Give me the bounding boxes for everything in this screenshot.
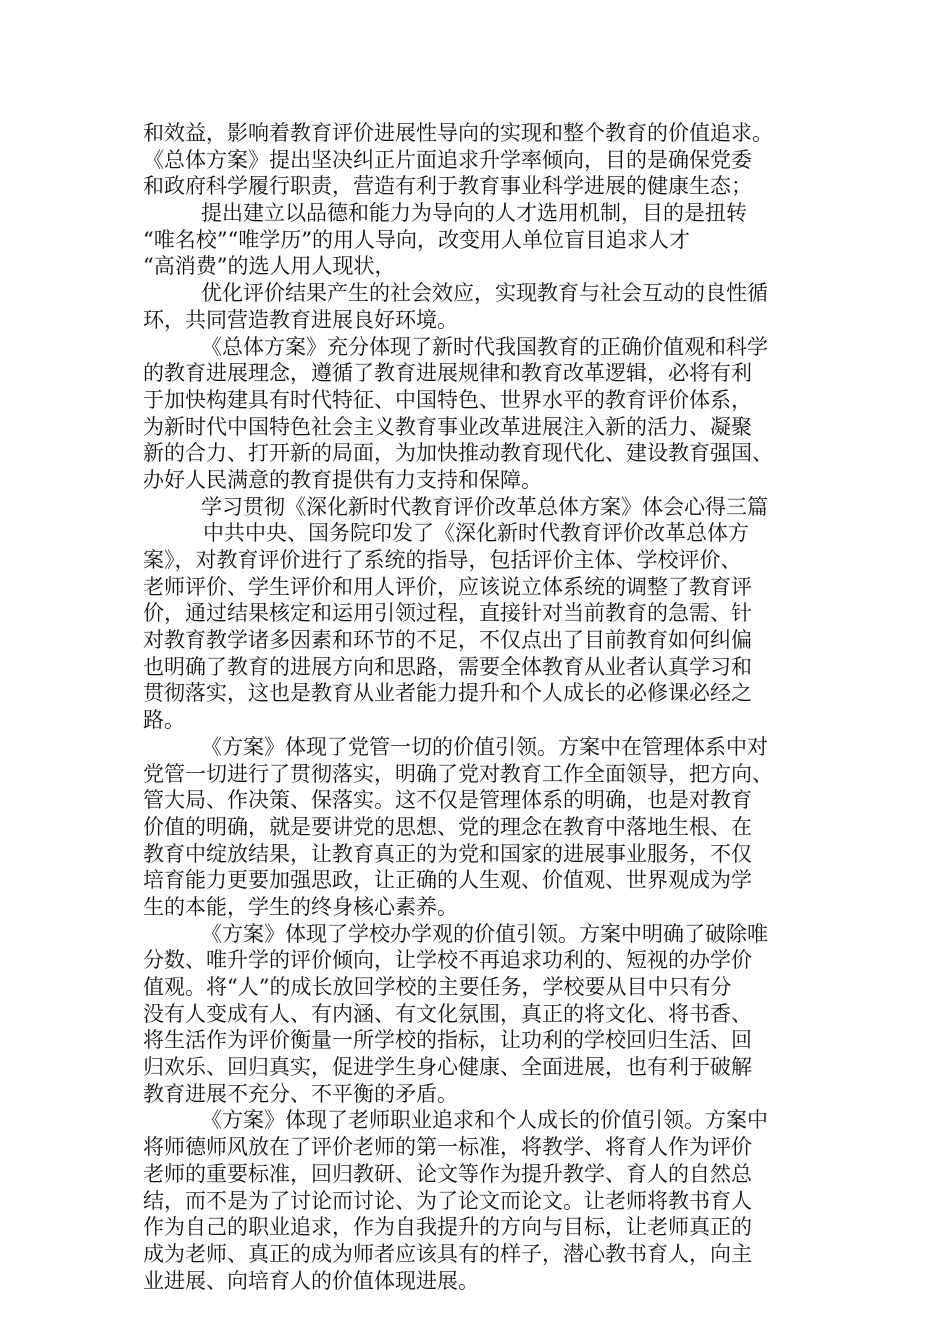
text-line: 和效益，影响着教育评价进展性导向的实现和整个教育的价值追求。 [143, 121, 773, 145]
text-line: 为新时代中国特色社会主义教育事业改革进展注入新的活力、凝聚 [143, 414, 752, 439]
text-line: 结，而不是为了讨论而讨论、为了论文而论文。让老师将教书育人 [143, 1188, 752, 1213]
document-body [143, 120, 823, 1294]
text-line: 成为老师、真正的成为师者应该具有的样子，潜心教书育人，向主 [143, 1241, 752, 1266]
text-line: 分数、唯升学的评价倾向，让学校不再追求功利的、短视的办学价 [143, 948, 752, 973]
text-line: 价，通过结果核定和运用引领过程，直接针对当前教育的急需、针 [143, 601, 752, 626]
text-line: 将师德师风放在了评价老师的第一标准，将教学、将育人作为评价 [143, 1135, 752, 1160]
paragraph-start: 《方案》体现了党管一切的价值引领。方案中在管理体系中对 [201, 734, 768, 759]
text-line: 将生活作为评价衡量一所学校的指标，让功利的学校回归生活、回 [143, 1028, 752, 1053]
text-line: 也明确了教育的进展方向和思路，需要全体教育从业者认真学习和 [143, 654, 752, 679]
text-line: “高消费”的选人用人现状， [143, 254, 396, 279]
text-line: 教育中绽放结果，让教育真正的为党和国家的进展事业服务，不仅 [143, 841, 752, 866]
text-line: 生的本能，学生的终身核心素养。 [143, 894, 458, 919]
text-line: 值观。将“人”的成长放回学校的主要任务，学校要从目中只有分 [143, 975, 732, 999]
text-line: 新的合力、打开新的局面，为加快推动教育现代化、建设教育强国、 [143, 441, 773, 466]
text-line: 教育进展不充分、不平衡的矛盾。 [143, 1081, 458, 1106]
text-line: 没有人变成有人、有内涵、有文化氛围，真正的将文化、将书香、 [143, 1001, 752, 1026]
text-line: 老师评价、学生评价和用人评价，应该说立体系统的调整了教育评 [143, 574, 752, 599]
paragraph-start: 提出建立以品德和能力为导向的人才选用机制，目的是扭转 [201, 201, 747, 226]
text-line: 业进展、向培育人的价值体现进展。 [143, 1268, 479, 1293]
text-line: 环，共同营造教育进展良好环境。 [143, 307, 458, 332]
text-line: 办好人民满意的教育提供有力支持和保障。 [143, 467, 542, 492]
text-line: 案》，对教育评价进行了系统的指导，包括评价主体、学校评价、 [143, 548, 742, 572]
paragraph-start: 《总体方案》充分体现了新时代我国教育的正确价值观和科学 [201, 334, 768, 359]
text-line: 作为自己的职业追求，作为自我提升的方向与目标，让老师真正的 [143, 1215, 752, 1240]
paragraph-start: 中共中央、国务院印发了《深化新时代教育评价改革总体方 [203, 521, 749, 546]
text-line: 对教育教学诸多因素和环节的不足，不仅点出了目前教育如何纠偏 [143, 628, 752, 653]
text-line: 贯彻落实，这也是教育从业者能力提升和个人成长的必修课必经之 [143, 681, 752, 706]
paragraph-start: 《方案》体现了学校办学观的价值引领。方案中明确了破除唯 [201, 921, 768, 946]
text-line: “唯名校”“唯学历”的用人导向，改变用人单位盲目追求人才 [143, 227, 690, 252]
text-line: 和政府科学履行职责，营造有利于教育事业科学进展的健康生态； [143, 174, 752, 199]
text-line: 价值的明确，就是要讲党的思想、党的理念在教育中落地生根、在 [143, 814, 752, 839]
text-line: 的教育进展理念，遵循了教育进展规律和教育改革逻辑，必将有利 [143, 361, 752, 386]
section-title: 学习贯彻《深化新时代教育评价改革总体方案》体会心得三篇 [201, 494, 768, 519]
text-line: 党管一切进行了贯彻落实，明确了党对教育工作全面领导，把方向、 [143, 761, 773, 786]
text-line: 《总体方案》提出坚决纠正片面追求升学率倾向，目的是确保党委 [143, 147, 752, 172]
text-line: 培育能力更要加强思政，让正确的人生观、价值观、世界观成为学 [143, 868, 752, 893]
paragraph-start: 《方案》体现了老师职业追求和个人成长的价值引领。方案中 [201, 1108, 768, 1133]
paragraph-start: 优化评价结果产生的社会效应，实现教育与社会互动的良性循 [201, 281, 768, 306]
text-line: 老师的重要标准，回归教研、论文等作为提升教学、育人的自然总 [143, 1161, 752, 1186]
text-line: 归欢乐、回归真实，促进学生身心健康、全面进展，也有利于破解 [143, 1055, 752, 1080]
text-line: 路。 [143, 708, 185, 733]
text-line: 管大局、作决策、保落实。这不仅是管理体系的明确，也是对教育 [143, 788, 752, 813]
text-line: 于加快构建具有时代特征、中国特色、世界水平的教育评价体系， [143, 387, 752, 412]
